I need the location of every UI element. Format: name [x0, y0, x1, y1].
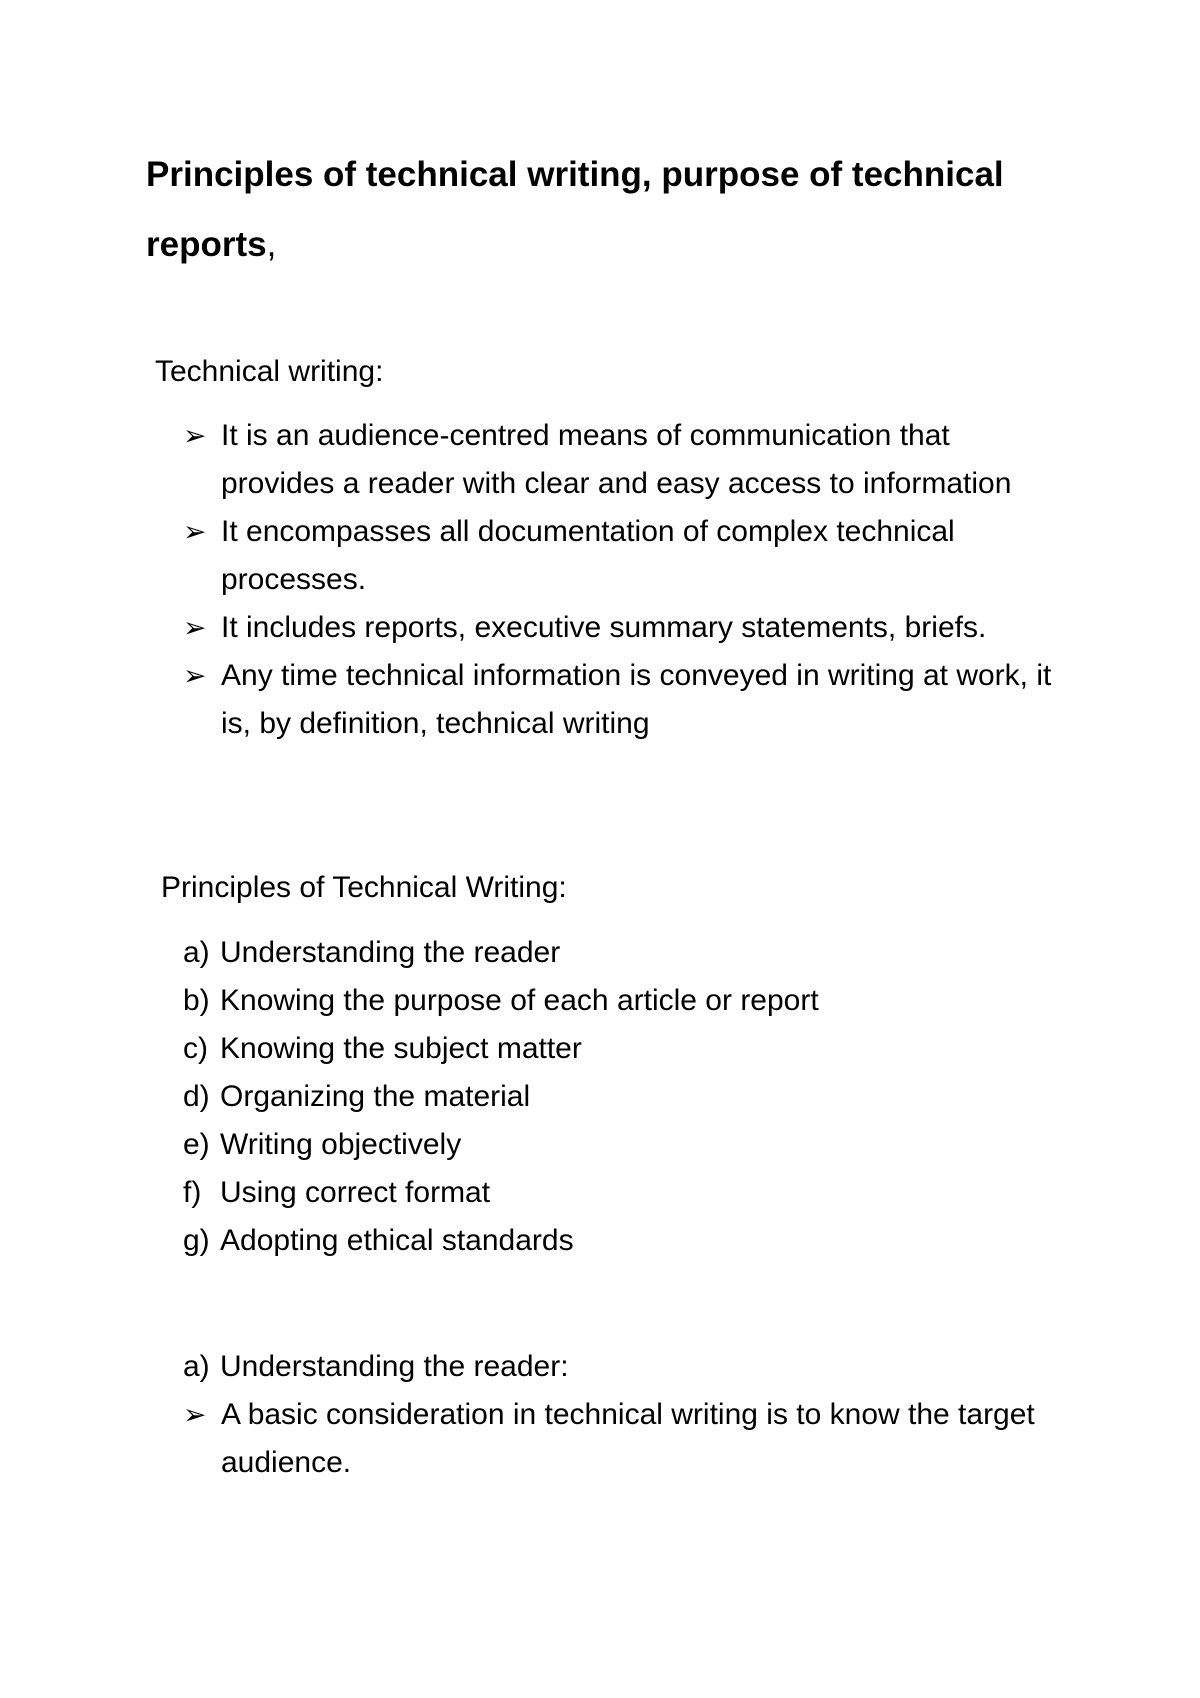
arrow-bullet-icon: ➢: [183, 660, 207, 691]
list-item: [183, 652, 1063, 748]
list-marker: e): [183, 1128, 210, 1161]
technical-writing-heading: Technical writing:: [155, 355, 384, 388]
list-item: [183, 929, 1063, 977]
list-item-text: A basic consideration in technical writing is to know the target audience.: [221, 1398, 1035, 1479]
understanding-reader-bullet-list: [183, 1391, 1063, 1487]
list-item: [183, 1391, 1063, 1487]
understanding-reader-heading: [183, 1343, 569, 1391]
list-item: [183, 977, 1063, 1025]
technical-writing-bullet-list: [183, 412, 1063, 748]
list-marker: f): [183, 1176, 202, 1209]
list-item: [183, 604, 1063, 652]
page-title: [146, 140, 1066, 280]
list-item-text: It is an audience-centred means of communication that provides a reader with clear and easy access to information: [221, 419, 1012, 500]
list-item-text: It includes reports, executive summary statements, briefs.: [221, 611, 987, 644]
principles-lettered-list: [183, 929, 1063, 1265]
list-item: [183, 508, 1063, 604]
list-item: [183, 412, 1063, 508]
principles-heading: Principles of Technical Writing:: [161, 871, 567, 904]
list-item: [183, 1169, 1063, 1217]
title-text: Principles of technical writing, purpose of technical reports: [146, 155, 1004, 264]
list-item: [183, 1121, 1063, 1169]
list-item-text: Writing objectively: [220, 1128, 462, 1161]
list-item: [183, 1025, 1063, 1073]
list-item: [183, 1217, 1063, 1265]
arrow-bullet-icon: ➢: [183, 420, 207, 451]
list-item-text: Knowing the purpose of each article or report: [220, 984, 819, 1017]
list-item-text: Knowing the subject matter: [220, 1032, 582, 1065]
list-marker: a): [183, 1350, 210, 1383]
arrow-bullet-icon: ➢: [183, 516, 207, 547]
title-trailing-punctuation: ,: [266, 225, 277, 264]
subheading-text: Understanding the reader:: [220, 1350, 569, 1383]
list-marker: g): [183, 1224, 210, 1257]
list-item-text: Understanding the reader: [220, 936, 561, 969]
list-item-text: Adopting ethical standards: [220, 1224, 574, 1257]
list-marker: a): [183, 936, 210, 969]
list-item-text: It encompasses all documentation of complex technical processes.: [221, 515, 955, 596]
list-item-text: Any time technical information is conveyed in writing at work, it is, by definition, technical writing: [221, 659, 1052, 740]
list-marker: c): [183, 1032, 208, 1065]
list-item-text: Using correct format: [220, 1176, 491, 1209]
list-marker: b): [183, 984, 210, 1017]
list-item-text: Organizing the material: [220, 1080, 531, 1113]
list-item: [183, 1073, 1063, 1121]
arrow-bullet-icon: ➢: [183, 1399, 207, 1430]
list-marker: d): [183, 1080, 210, 1113]
arrow-bullet-icon: ➢: [183, 612, 207, 643]
